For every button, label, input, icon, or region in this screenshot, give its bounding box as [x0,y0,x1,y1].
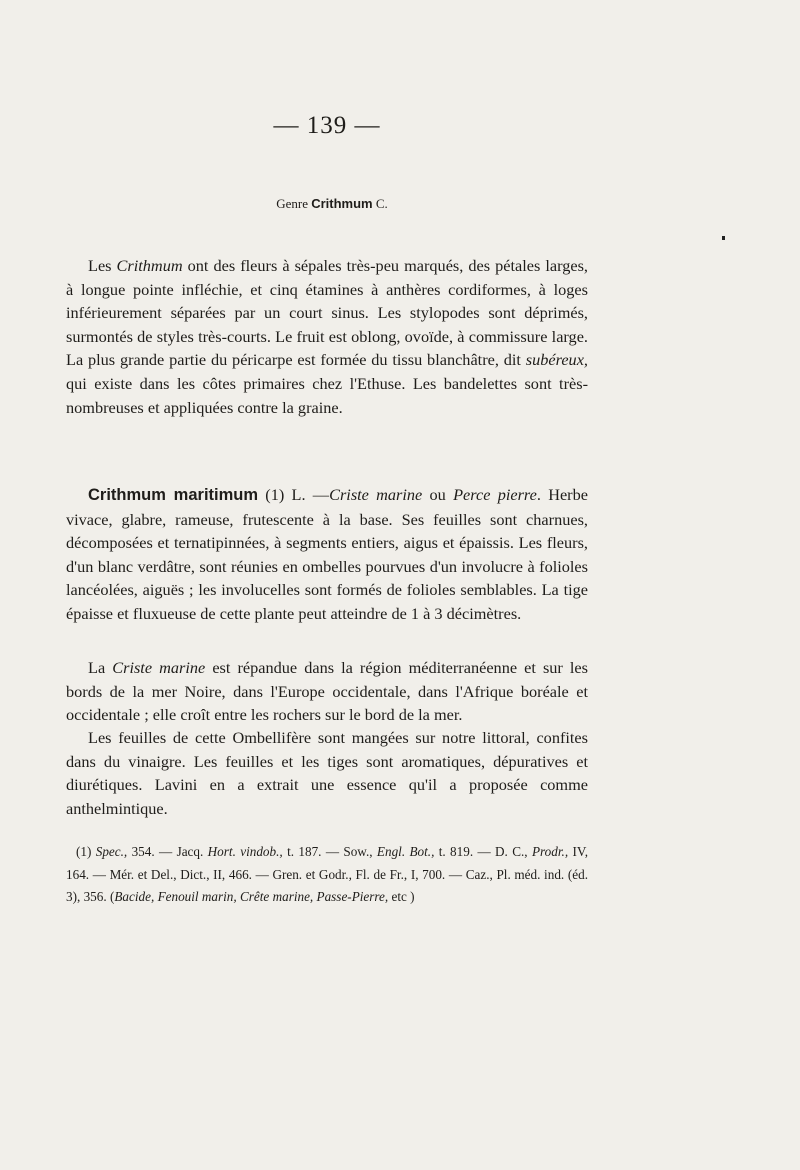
fn-i: IV, 164. — Mér. et Del., Dict., II, 466. — Gren. et Godr., Fl. de Fr., I, 700. — Caz., Pl. méd. ind. (éd. 3), 356. ( [66,844,588,904]
fn-d: Hort. vindob., [207,844,283,859]
fn-a: (1) [76,844,96,859]
fn-b: Spec., [95,844,128,859]
p1-text-a: ont des fleurs à sépales très-peu marqués, des pétales larges, à longue pointe infléchie, et cinq étamines à anthères cordiformes, à loges inférieurement séparées par un court sinus. Les stylopodes sont déprimés, surmontés de styles très-courts. Le fruit est oblong, ovoïde, à commissure large. La plus grande partie du péricarpe est formée du tissu blanchâtre, dit [66,256,588,370]
paragraph-uses: Les feuilles de cette Ombellifère sont mangées sur notre littoral, confites dans du vinaigre. Les feuilles et les tiges sont aromatiques, dépuratives et diurétiques. Lavini en a extrait une essence qu'il a proposée comme anthelmintique. [66,728,588,818]
footnote [66,841,588,909]
species-author: (1) L. — [258,485,330,504]
paragraph-genus-description [66,254,588,419]
genre-suffix: C. [372,196,388,211]
fn-h: Prodr., [531,844,569,859]
species-name: Crithmum maritimum [88,486,259,504]
p1-genus: Crithmum [116,256,183,275]
page-number: — 139 — [273,112,381,139]
paragraph-species-description [66,483,588,626]
ink-mark [722,236,725,240]
p3-text: est répandue dans la région méditerranéenne et sur les bords de la mer Noire, dans l'Europe occidentale, dans l'Afrique boréale et occidentale ; elle croît entre les rochers sur le bord de la mer. [66,658,588,725]
fn-f: Engl. Bot., [376,844,435,859]
common-name-1: Criste marine [329,485,423,504]
p2-or: ou [422,485,454,504]
fn-e: t. 187. — Sow., [282,844,377,859]
genre-name: Crithmum [311,196,373,211]
p2-text: . Herbe vivace, glabre, rameuse, frutescente à la base. Ses feuilles sont charnues, décomposées et ternatipinnées, à segments entiers, aigus et épaissis. Les fleurs, d'un blanc verdâtre, sont réunies en ombelles pourvues d'un involucre à folioles lancéolées, aiguës ; les involucelles sont formés de folioles semblables. La tige épaisse et fluxueuse de cette plante peut atteindre de 1 à 3 décimètres. [66,485,588,623]
genre-heading [0,196,664,212]
fn-c: 354. — Jacq. [127,844,208,859]
p1-intro: Les [88,256,117,275]
p3-intro: La [88,658,113,677]
fn-k: etc ) [388,889,415,904]
fn-g: t. 819. — D. C., [434,844,532,859]
genre-prefix: Genre [276,196,312,211]
fn-j: Bacide, Fenouil marin, Crête marine, Passe-Pierre, [114,889,389,904]
paragraph-distribution [66,656,588,727]
p3-common-name: Criste marine [112,658,206,677]
common-name-2: Perce pierre [453,485,537,504]
p1-term: subéreux, [525,350,588,370]
p1-text-b: qui existe dans les côtes primaires chez l'Ethuse. Les bandelettes sont très-nombreuses et appliquées contre la graine. [66,373,588,417]
